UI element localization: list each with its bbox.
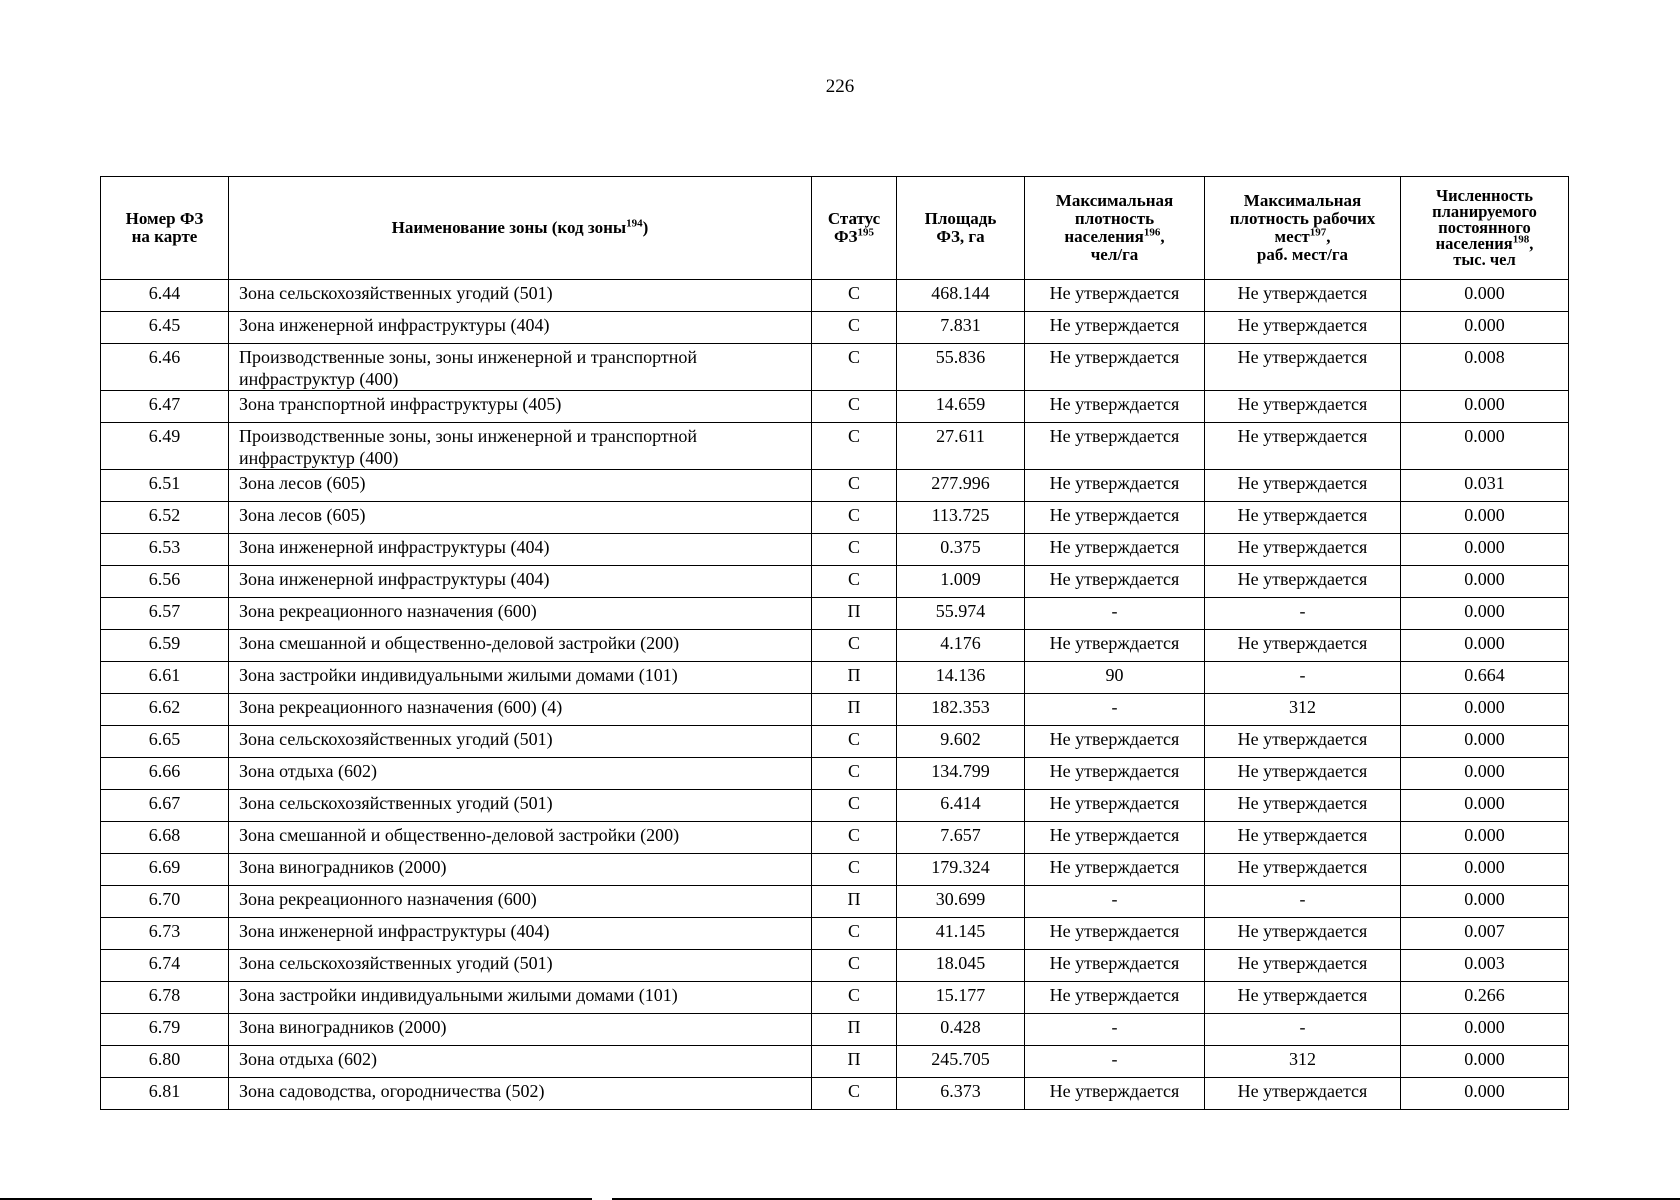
table-row	[101, 854, 1569, 886]
cell-population: 0.000	[1401, 391, 1569, 423]
cell-status: С	[812, 534, 897, 566]
cell-area: 18.045	[897, 950, 1025, 982]
cell-density-pop: Не утверждается	[1025, 566, 1205, 598]
header-status: Статус ФЗ$^{195}$	[812, 177, 897, 280]
table-row	[101, 694, 1569, 726]
cell-area: 7.657	[897, 822, 1025, 854]
cell-density-jobs: Не утверждается	[1205, 534, 1401, 566]
table-row	[101, 950, 1569, 982]
cell-num: 6.81	[101, 1078, 229, 1110]
cell-num: 6.79	[101, 1014, 229, 1046]
cell-density-pop: -	[1025, 1014, 1205, 1046]
cell-density-pop: Не утверждается	[1025, 280, 1205, 312]
cell-status: С	[812, 918, 897, 950]
cell-density-jobs: -	[1205, 886, 1401, 918]
cell-status: С	[812, 790, 897, 822]
cell-population: 0.000	[1401, 630, 1569, 662]
cell-num: 6.44	[101, 280, 229, 312]
cell-area: 6.373	[897, 1078, 1025, 1110]
table-row	[101, 566, 1569, 598]
cell-zone-name: Зона транспортной инфраструктуры (405)	[229, 391, 812, 423]
cell-area: 468.144	[897, 280, 1025, 312]
cell-population: 0.000	[1401, 790, 1569, 822]
table-row	[101, 598, 1569, 630]
table-row	[101, 758, 1569, 790]
cell-population: 0.031	[1401, 470, 1569, 502]
cell-status: П	[812, 1046, 897, 1078]
cell-area: 0.428	[897, 1014, 1025, 1046]
cell-density-pop: Не утверждается	[1025, 630, 1205, 662]
cell-status: С	[812, 312, 897, 344]
cell-density-pop: Не утверждается	[1025, 758, 1205, 790]
cell-population: 0.000	[1401, 758, 1569, 790]
cell-num: 6.56	[101, 566, 229, 598]
cell-zone-name: Производственные зоны, зоны инженерной и транспортной инфраструктур (400)	[229, 423, 812, 470]
cell-zone-name: Зона отдыха (602)	[229, 758, 812, 790]
header-density-jobs: Максимальная плотность рабочих мест$^{197}$, раб. мест/га	[1205, 177, 1401, 280]
cell-status: С	[812, 391, 897, 423]
cell-population: 0.000	[1401, 598, 1569, 630]
cell-density-pop: Не утверждается	[1025, 726, 1205, 758]
table-row	[101, 790, 1569, 822]
cell-status: С	[812, 470, 897, 502]
cell-status: П	[812, 598, 897, 630]
cell-zone-name: Зона рекреационного назначения (600)	[229, 886, 812, 918]
cell-status: П	[812, 662, 897, 694]
cell-area: 245.705	[897, 1046, 1025, 1078]
cell-population: 0.000	[1401, 822, 1569, 854]
cell-density-pop: Не утверждается	[1025, 790, 1205, 822]
table-row	[101, 502, 1569, 534]
cell-zone-name: Зона смешанной и общественно-деловой застройки (200)	[229, 822, 812, 854]
cell-density-pop: -	[1025, 1046, 1205, 1078]
table-row	[101, 982, 1569, 1014]
table-body	[101, 280, 1569, 1110]
cell-population: 0.000	[1401, 502, 1569, 534]
cell-num: 6.59	[101, 630, 229, 662]
cell-zone-name: Зона виноградников (2000)	[229, 854, 812, 886]
cell-num: 6.78	[101, 982, 229, 1014]
cell-zone-name: Зона сельскохозяйственных угодий (501)	[229, 790, 812, 822]
cell-density-pop: Не утверждается	[1025, 470, 1205, 502]
cell-zone-name: Зона сельскохозяйственных угодий (501)	[229, 726, 812, 758]
cell-zone-name: Зона сельскохозяйственных угодий (501)	[229, 280, 812, 312]
cell-zone-name: Зона лесов (605)	[229, 502, 812, 534]
cell-num: 6.74	[101, 950, 229, 982]
cell-density-pop: 90	[1025, 662, 1205, 694]
cell-density-jobs: Не утверждается	[1205, 790, 1401, 822]
cell-area: 14.136	[897, 662, 1025, 694]
cell-density-jobs: 312	[1205, 1046, 1401, 1078]
cell-population: 0.000	[1401, 726, 1569, 758]
cell-density-jobs: Не утверждается	[1205, 950, 1401, 982]
table-row	[101, 726, 1569, 758]
cell-density-jobs: -	[1205, 598, 1401, 630]
cell-area: 41.145	[897, 918, 1025, 950]
cell-num: 6.47	[101, 391, 229, 423]
cell-density-jobs: 312	[1205, 694, 1401, 726]
cell-density-jobs: Не утверждается	[1205, 854, 1401, 886]
cell-density-pop: Не утверждается	[1025, 344, 1205, 391]
cell-density-pop: Не утверждается	[1025, 950, 1205, 982]
cell-num: 6.73	[101, 918, 229, 950]
cell-density-jobs: Не утверждается	[1205, 758, 1401, 790]
cell-density-pop: Не утверждается	[1025, 534, 1205, 566]
cell-area: 9.602	[897, 726, 1025, 758]
cell-density-jobs: Не утверждается	[1205, 630, 1401, 662]
cell-density-jobs: Не утверждается	[1205, 918, 1401, 950]
cell-zone-name: Зона застройки индивидуальными жилыми домами (101)	[229, 982, 812, 1014]
cell-density-pop: Не утверждается	[1025, 918, 1205, 950]
cell-num: 6.61	[101, 662, 229, 694]
cell-population: 0.664	[1401, 662, 1569, 694]
cell-population: 0.266	[1401, 982, 1569, 1014]
cell-zone-name: Зона инженерной инфраструктуры (404)	[229, 312, 812, 344]
cell-status: С	[812, 423, 897, 470]
zones-table	[100, 176, 1569, 1110]
cell-density-jobs: Не утверждается	[1205, 502, 1401, 534]
cell-area: 1.009	[897, 566, 1025, 598]
cell-status: С	[812, 822, 897, 854]
cell-area: 179.324	[897, 854, 1025, 886]
cell-zone-name: Зона инженерной инфраструктуры (404)	[229, 566, 812, 598]
cell-status: С	[812, 982, 897, 1014]
cell-area: 0.375	[897, 534, 1025, 566]
cell-status: С	[812, 950, 897, 982]
cell-status: С	[812, 726, 897, 758]
table-row	[101, 423, 1569, 470]
cell-density-pop: -	[1025, 694, 1205, 726]
cell-area: 14.659	[897, 391, 1025, 423]
cell-population: 0.000	[1401, 1046, 1569, 1078]
cell-zone-name: Зона сельскохозяйственных угодий (501)	[229, 950, 812, 982]
cell-density-jobs: -	[1205, 662, 1401, 694]
cell-status: С	[812, 566, 897, 598]
table-row	[101, 391, 1569, 423]
page-number: 226	[825, 76, 855, 97]
cell-zone-name: Зона рекреационного назначения (600)	[229, 598, 812, 630]
cell-population: 0.000	[1401, 312, 1569, 344]
cell-area: 182.353	[897, 694, 1025, 726]
cell-num: 6.46	[101, 344, 229, 391]
cell-area: 30.699	[897, 886, 1025, 918]
cell-population: 0.000	[1401, 423, 1569, 470]
cell-density-jobs: Не утверждается	[1205, 470, 1401, 502]
cell-density-jobs: Не утверждается	[1205, 566, 1401, 598]
cell-status: С	[812, 758, 897, 790]
table-row	[101, 662, 1569, 694]
table-row	[101, 1014, 1569, 1046]
cell-num: 6.65	[101, 726, 229, 758]
header-name: Наименование зоны (код зоны$^{194}$)	[229, 177, 812, 280]
cell-density-jobs: -	[1205, 1014, 1401, 1046]
cell-zone-name: Зона застройки индивидуальными жилыми домами (101)	[229, 662, 812, 694]
cell-population: 0.000	[1401, 1078, 1569, 1110]
cell-population: 0.003	[1401, 950, 1569, 982]
table-row	[101, 630, 1569, 662]
cell-num: 6.80	[101, 1046, 229, 1078]
header-density-pop: Максимальная плотность населения$^{196}$, чел/га	[1025, 177, 1205, 280]
cell-zone-name: Зона лесов (605)	[229, 470, 812, 502]
cell-area: 6.414	[897, 790, 1025, 822]
cell-population: 0.000	[1401, 854, 1569, 886]
cell-num: 6.67	[101, 790, 229, 822]
cell-density-jobs: Не утверждается	[1205, 982, 1401, 1014]
table-row	[101, 280, 1569, 312]
cell-zone-name: Зона виноградников (2000)	[229, 1014, 812, 1046]
cell-population: 0.000	[1401, 694, 1569, 726]
header-population: Численность планируемого постоянного населения$^{198}$, тыс. чел	[1401, 177, 1569, 280]
cell-status: С	[812, 854, 897, 886]
cell-status: С	[812, 1078, 897, 1110]
cell-zone-name: Зона садоводства, огородничества (502)	[229, 1078, 812, 1110]
cell-num: 6.70	[101, 886, 229, 918]
cell-population: 0.007	[1401, 918, 1569, 950]
cell-density-pop: Не утверждается	[1025, 391, 1205, 423]
cell-num: 6.62	[101, 694, 229, 726]
cell-status: С	[812, 502, 897, 534]
cell-density-pop: Не утверждается	[1025, 502, 1205, 534]
cell-density-pop: -	[1025, 598, 1205, 630]
cell-status: С	[812, 630, 897, 662]
cell-area: 55.836	[897, 344, 1025, 391]
table-row	[101, 886, 1569, 918]
cell-population: 0.000	[1401, 566, 1569, 598]
cell-num: 6.66	[101, 758, 229, 790]
cell-num: 6.51	[101, 470, 229, 502]
cell-area: 4.176	[897, 630, 1025, 662]
cell-area: 134.799	[897, 758, 1025, 790]
cell-num: 6.57	[101, 598, 229, 630]
cell-num: 6.49	[101, 423, 229, 470]
table-row	[101, 470, 1569, 502]
header-num: Номер ФЗ на карте	[101, 177, 229, 280]
cell-status: С	[812, 344, 897, 391]
cell-num: 6.45	[101, 312, 229, 344]
cell-zone-name: Зона инженерной инфраструктуры (404)	[229, 918, 812, 950]
cell-density-jobs: Не утверждается	[1205, 822, 1401, 854]
cell-density-pop: -	[1025, 886, 1205, 918]
cell-num: 6.52	[101, 502, 229, 534]
cell-density-pop: Не утверждается	[1025, 822, 1205, 854]
cell-area: 27.611	[897, 423, 1025, 470]
cell-area: 55.974	[897, 598, 1025, 630]
header-area: Площадь ФЗ, га	[897, 177, 1025, 280]
table-row	[101, 1078, 1569, 1110]
table-row	[101, 1046, 1569, 1078]
cell-density-jobs: Не утверждается	[1205, 344, 1401, 391]
table-row	[101, 534, 1569, 566]
table-row	[101, 822, 1569, 854]
cell-num: 6.69	[101, 854, 229, 886]
cell-zone-name: Зона рекреационного назначения (600) (4)	[229, 694, 812, 726]
cell-num: 6.68	[101, 822, 229, 854]
cell-population: 0.008	[1401, 344, 1569, 391]
table-row	[101, 312, 1569, 344]
cell-density-jobs: Не утверждается	[1205, 726, 1401, 758]
cell-zone-name: Зона отдыха (602)	[229, 1046, 812, 1078]
cell-density-jobs: Не утверждается	[1205, 391, 1401, 423]
cell-zone-name: Зона инженерной инфраструктуры (404)	[229, 534, 812, 566]
cell-density-jobs: Не утверждается	[1205, 312, 1401, 344]
cell-status: С	[812, 280, 897, 312]
cell-status: П	[812, 1014, 897, 1046]
cell-population: 0.000	[1401, 886, 1569, 918]
table-row	[101, 344, 1569, 391]
cell-status: П	[812, 694, 897, 726]
table-header-row	[101, 177, 1569, 280]
cell-area: 113.725	[897, 502, 1025, 534]
cell-density-jobs: Не утверждается	[1205, 423, 1401, 470]
cell-area: 15.177	[897, 982, 1025, 1014]
cell-num: 6.53	[101, 534, 229, 566]
cell-density-pop: Не утверждается	[1025, 423, 1205, 470]
cell-area: 277.996	[897, 470, 1025, 502]
table-row	[101, 918, 1569, 950]
cell-density-pop: Не утверждается	[1025, 854, 1205, 886]
cell-area: 7.831	[897, 312, 1025, 344]
cell-zone-name: Зона смешанной и общественно-деловой застройки (200)	[229, 630, 812, 662]
cell-zone-name: Производственные зоны, зоны инженерной и транспортной инфраструктур (400)	[229, 344, 812, 391]
cell-status: П	[812, 886, 897, 918]
cell-density-pop: Не утверждается	[1025, 982, 1205, 1014]
cell-population: 0.000	[1401, 1014, 1569, 1046]
cell-population: 0.000	[1401, 280, 1569, 312]
cell-density-pop: Не утверждается	[1025, 312, 1205, 344]
cell-density-jobs: Не утверждается	[1205, 280, 1401, 312]
cell-density-pop: Не утверждается	[1025, 1078, 1205, 1110]
cell-population: 0.000	[1401, 534, 1569, 566]
cell-density-jobs: Не утверждается	[1205, 1078, 1401, 1110]
